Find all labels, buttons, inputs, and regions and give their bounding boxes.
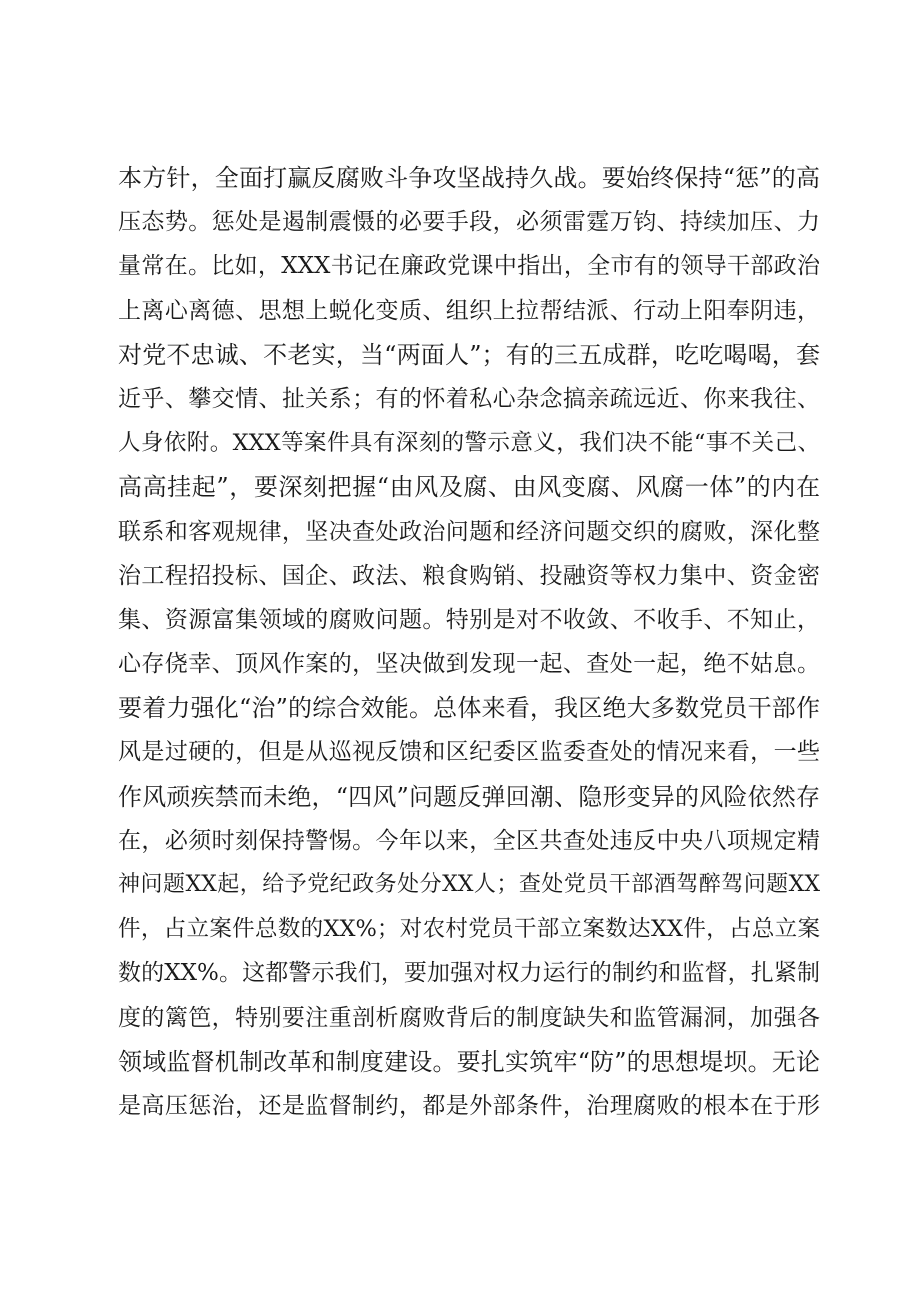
text-line: 作风顽疾禁而未绝，“四风”问题反弹回潮、隐形变异的风险依然存: [118, 782, 820, 811]
text-line: 压态势。惩处是遏制震慑的必要手段，必须雷霆万钧、持续加压、力: [118, 209, 820, 236]
text-line: 人身依附。XXX等案件具有深刻的警示意义，我们决不能“事不关己、: [118, 430, 820, 457]
text-line: 在，必须时刻保持警惕。今年以来，全区共查处违反中央八项规定精: [118, 827, 820, 854]
text-line: 件，占立案件总数的XX%；对农村党员干部立案数达XX件，占总立案: [118, 916, 820, 943]
text-line: 是高压惩治，还是监督制约，都是外部条件，治理腐败的根本在于形: [118, 1092, 820, 1119]
text-line: 数的XX%。这都警示我们，要加强对权力运行的制约和监督，扎紧制: [118, 960, 820, 987]
text-line: 风是过硬的，但是从巡视反馈和区纪委区监委查处的情况来看，一些: [118, 739, 820, 766]
text-line: 集、资源富集领域的腐败问题。特别是对不收敛、不收手、不知止，: [118, 606, 820, 633]
text-line: 量常在。比如，XXX书记在廉政党课中指出，全市有的领导干部政治: [118, 253, 820, 280]
text-line: 领域监督机制改革和制度建设。要扎实筑牢“防”的思想堤坝。无论: [118, 1047, 820, 1076]
text-line: 联系和客观规律，坚决查处政治问题和经济问题交织的腐败，深化整: [118, 518, 820, 545]
text-line: 神问题XX起，给予党纪政务处分XX人；查处党员干部酒驾醉驾问题XX: [118, 872, 820, 897]
text-line: 高高挂起”，要深刻把握“由风及腐、由风变腐、风腐一体”的内在: [118, 473, 820, 502]
body-text: [118, 156, 820, 1128]
text-line: 对党不忠诚、不老实，当“两面人”；有的三五成群，吃吃喝喝，套: [118, 340, 820, 369]
text-line: 近乎、攀交情、扯关系；有的怀着私心杂念搞亲疏远近、你来我往、: [118, 385, 820, 412]
text-line: 本方针，全面打赢反腐败斗争攻坚战持久战。要始终保持“惩”的高: [118, 164, 820, 192]
text-line: 要着力强化“治”的综合效能。总体来看，我区绝大多数党员干部作: [118, 694, 820, 723]
text-line: 治工程招投标、国企、政法、粮食购销、投融资等权力集中、资金密: [118, 562, 820, 589]
text-line: 度的篱笆，特别要注重剖析腐败背后的制度缺失和监管漏洞，加强各: [118, 1004, 820, 1031]
text-line: 上离心离德、思想上蜕化变质、组织上拉帮结派、行动上阳奉阴违，: [118, 297, 820, 324]
text-line: 心存侥幸、顶风作案的，坚决做到发现一起、查处一起，绝不姑息。: [118, 651, 820, 678]
